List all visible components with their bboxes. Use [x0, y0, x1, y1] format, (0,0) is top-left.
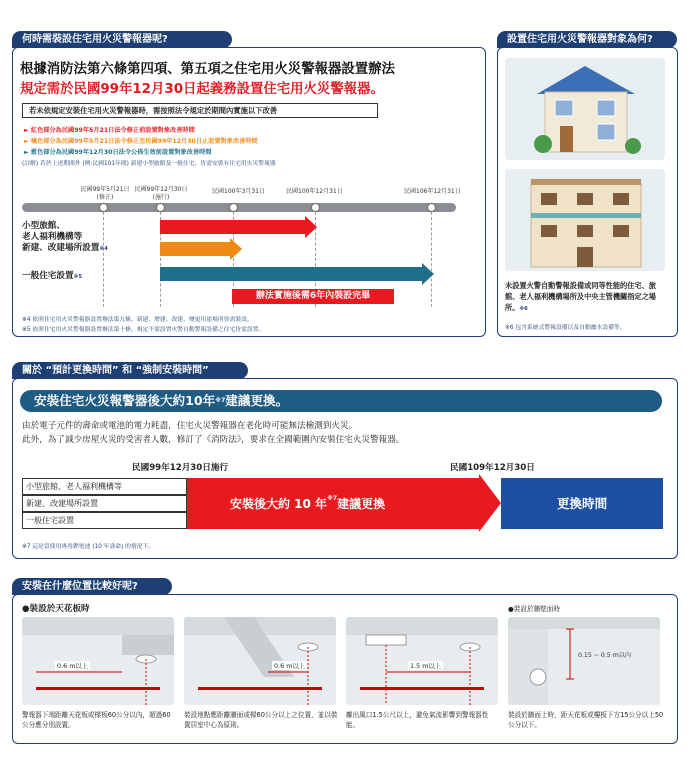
- arrow-text: 安裝後大約 10 年: [230, 497, 328, 511]
- replace-row-3: 一般住宅設置: [22, 512, 187, 529]
- replace-body-1: 由於電子元件的壽命或電池的電力耗盡，住宅火災警報器在老化時可能無法檢測到火災。: [22, 421, 358, 431]
- row2-label: [22, 269, 82, 281]
- replace-body-2: 此外，為了減少房屋火災的受害者人數，修訂了《消防法》，要求在全國範圍內安裝住宅火災警報器。: [22, 435, 405, 445]
- date-3: 民國100年3月31日: [212, 188, 265, 195]
- wall-detector-icon: [508, 617, 660, 705]
- headline-2: 規定需於民國99年12月30日起義務設置住宅用火災警報器。: [20, 82, 384, 97]
- banner-tail: 建議更換。: [225, 393, 289, 408]
- dim-4: 0.15 ~ 0.5 m以內: [578, 652, 632, 659]
- caption-3: 離出風口1.5公尺以上，避免氣流影響到警報器性能。: [346, 711, 489, 729]
- house-illustration: [505, 58, 665, 160]
- wall-title: ●裝設於牆壁面時: [508, 605, 560, 613]
- footnote-5: ※5 依照住宅用火災警報器設置辦法第十條，規定不需設置火警自動警報設備之住宅皆需設置。: [22, 327, 265, 333]
- row1-label-text: 小型旅館、 老人福利機構等 新建、改建場所設置: [22, 221, 100, 253]
- tick-dot: [99, 203, 108, 212]
- row2-mark: ※5: [73, 274, 82, 280]
- caption-4: 裝設於牆面上時，距天花板或樓板下方15公分以上50公分以下。: [508, 711, 664, 729]
- tick-line: [431, 212, 432, 307]
- who-description: [505, 280, 670, 315]
- section-tab-where: 安裝在什麼位置比較好呢?: [12, 578, 172, 595]
- beam-detector-icon: [184, 617, 336, 705]
- who-description-text: 未設置火警自動警報設備或同等性能的住宅、旅館、老人福利機構場所及中央主管機關指定之場所。: [505, 281, 656, 312]
- date-4: 民國100年12月31日: [286, 188, 343, 195]
- legend-orange: ► 橘色部分為民國99年5月21日法令修正至民國99年12月30日止設置對象改善時間: [24, 138, 258, 145]
- caption-2: 裝設地點應距離牆面或樑60公分以上之位置，並以裝置居室中心為原則。: [184, 711, 338, 729]
- tick-dot: [156, 203, 165, 212]
- caption-1: 警報器下端距離天花板或樑板60公分以內，超過60公分應分別設置。: [22, 711, 171, 729]
- notice-box: 若未依規定安裝住宅用火災警報器時，需按照法令規定於期間內實施以下改善: [22, 103, 378, 118]
- row1-label: [22, 221, 108, 255]
- arrow-red: [160, 220, 305, 234]
- timeline-bar: [22, 203, 456, 212]
- who-mark: ※6: [519, 306, 528, 312]
- dim-2: 0.6 m以上: [274, 662, 306, 670]
- section-tab-replace: 關於 “預計更換時間” 和 “強制安裝時間”: [12, 362, 248, 379]
- deadline-label: 辦法實施後需6年內裝設完畢: [232, 289, 394, 304]
- date-5: 民國106年12月31日: [404, 188, 461, 195]
- legend-teal: ► 藍色部分為民國99年12月30日法令公佈生效前設置對象改善時間: [24, 149, 212, 156]
- replace-time-box: 更換時間: [501, 478, 663, 529]
- arrow-tail: 建議更換: [337, 497, 386, 511]
- replace-date-1: 民國99年12月30日施行: [132, 463, 229, 473]
- date-2: 民國99年12月30日 (施行): [134, 186, 188, 201]
- footnote-4: ※4 依照住宅用火災警報器設置辦法第九條，新建、增建、改建、變更用途場所皆需裝設。: [22, 317, 253, 323]
- building-illustration: [505, 169, 665, 271]
- replace-row-1: 小型旅館、老人福利機構等: [22, 478, 187, 495]
- replace-footnote: ※7 這是當使用專用鋰電池 (10 年壽命) 的情況下。: [22, 544, 155, 550]
- legend-orange-text: 橘色部分為民國99年5月21日法令修正至民國99年12月30日止設置對象改善時間: [30, 138, 258, 145]
- legend-red: ► 紅色部分為民國99年5月21日法令修正前設置對象改善時間: [24, 127, 195, 134]
- scene-ceiling: [22, 617, 174, 705]
- date-1: 民國99年5月21日 (修正): [80, 186, 130, 201]
- who-footnote: ※6 包含系統式警報設備以及自動灑水設備等。: [505, 325, 626, 331]
- tick-dot: [229, 203, 238, 212]
- scene-beam: [184, 617, 336, 705]
- banner-text: 安裝住宅火災報警器後大約10年: [34, 393, 216, 408]
- house-icon: [505, 58, 665, 160]
- arrow-orange: [160, 242, 230, 256]
- section-tab-who: 設置住宅用火災警報器對象為何?: [497, 31, 677, 48]
- legend-red-text: 紅色部分為民國99年5月21日法令修正前設置對象改善時間: [30, 127, 195, 134]
- arrow-mark: ※7: [327, 495, 338, 502]
- apartment-icon: [505, 169, 665, 271]
- headline-1: 根據消防法第六條第四項、第五項之住宅用火災警報器設置辦法: [20, 62, 395, 77]
- replace-row-2: 新建、改建場所設置: [22, 495, 187, 512]
- replace-banner: [20, 390, 662, 412]
- tick-dot: [427, 203, 436, 212]
- dim-1: 0.6 m以上: [57, 662, 89, 670]
- replace-date-2: 民國109年12月30日: [450, 463, 535, 473]
- legend-note: (註解) 若於上述期間外 (例:民國101年間) 新建小型旅館及一般住宅，皆需安裝有住宅用火災警報器: [22, 161, 276, 167]
- legend-teal-text: 藍色部分為民國99年12月30日法令公佈生效前設置對象改善時間: [30, 149, 212, 156]
- arrow-teal: [160, 267, 422, 281]
- section-tab-when: 何時需裝設住宅用火災警報器呢?: [12, 31, 232, 48]
- replace-red-arrowhead: [479, 474, 501, 532]
- ceiling-detector-icon: [22, 617, 174, 705]
- ceiling-title: ●裝設於天花板時: [22, 604, 90, 614]
- tick-dot: [311, 203, 320, 212]
- row1-mark: ※4: [99, 246, 108, 252]
- scene-wall: [508, 617, 660, 705]
- replace-arrow-text: [230, 495, 385, 512]
- banner-mark: ※7: [215, 397, 226, 404]
- row2-label-text: 一般住宅設置: [22, 271, 74, 281]
- dim-3: 1.5 m以上: [410, 662, 442, 670]
